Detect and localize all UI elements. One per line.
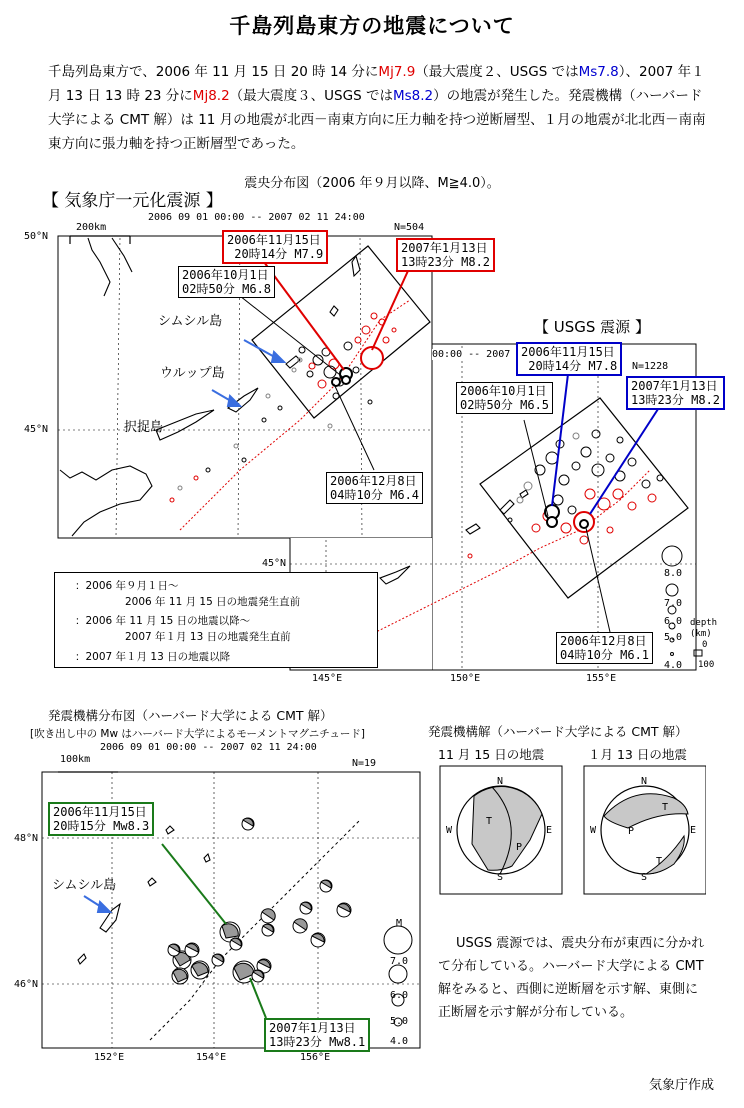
- legend-line-4: 2007 年１月 13 日の地震発生直前: [125, 631, 291, 643]
- mechanism-svg: [438, 764, 706, 896]
- mech1-p: P: [516, 842, 523, 853]
- cmt-lon-152: 152°E: [94, 1052, 125, 1063]
- mech2-t2: T: [656, 856, 663, 867]
- mech2-s: S: [641, 872, 648, 883]
- cmt-lat-48: 48°N: [14, 833, 39, 844]
- usgs-mag-7: 7.0: [664, 598, 683, 609]
- cmt-mag-5: 5.0: [390, 1016, 409, 1027]
- cmt-map-subtitle: [吹き出し中の Mw はハーバード大学によるモーメントマグニチュード]: [30, 728, 366, 740]
- jma-period: 2006 09 01 00:00 -- 2007 02 11 24:00: [148, 212, 365, 223]
- usgs-lon-155: 155°E: [586, 673, 617, 684]
- intro-text-3: ）、2007 年１月 13 日 13 時 23 分に: [48, 64, 705, 104]
- legend-line-2: 2006 年 11 月 15 日の地震発生直前: [125, 596, 301, 608]
- usgs-callout-oct1: 2006年10月1日 02時50分 M6.5: [456, 382, 553, 414]
- mech1-s: S: [497, 872, 504, 883]
- usgs-mag-4: 4.0: [664, 660, 683, 671]
- legend-line-5: ：2007 年１月 13 日の地震以降: [75, 651, 231, 663]
- usgs-oct1-event: [547, 517, 557, 527]
- mechanism-eq1-label: 11 月 15 日の地震: [438, 747, 545, 762]
- usgs-mag-8: 8.0: [664, 568, 683, 579]
- jma-map-heading: 【 気象庁一元化震源 】: [42, 191, 223, 211]
- summary-text: USGS 震源では、震央分布が東西に分かれて分布している。ハーバード大学による CMT 解をみると、西側に逆断層を示す解、東側に正断層を示す解が分布している。: [438, 936, 705, 1020]
- mech2-t: T: [662, 802, 669, 813]
- mechanism-title: 発震機構解（ハーバード大学による CMT 解）: [428, 724, 688, 739]
- cmt-mag-7: 7.0: [390, 956, 409, 967]
- jma-lat-45: 45°N: [24, 424, 49, 435]
- cmt-lon-154: 154°E: [196, 1052, 227, 1063]
- cmt-map-title: 発震機構分布図（ハーバード大学による CMT 解）: [48, 708, 333, 723]
- legend-line-3: ：2006 年 11 月 15 日の地震以降～: [75, 615, 251, 627]
- mech1-n: N: [497, 776, 504, 787]
- cmt-lon-156: 156°E: [300, 1052, 331, 1063]
- cmt-mag-6: 6.0: [390, 990, 409, 1001]
- cmt-label-simushir: シムシル島: [52, 878, 117, 893]
- intro-mj1: Mj7.9: [378, 64, 416, 80]
- jma-callout-oct1: 2006年10月1日 02時50分 M6.8: [178, 266, 275, 298]
- mech1-e: E: [546, 825, 553, 836]
- intro-ms2: Ms8.2: [392, 88, 434, 104]
- mech2-e: E: [690, 825, 697, 836]
- intro-mj2: Mj8.2: [192, 88, 230, 104]
- cmt-scale-label: 100km: [60, 754, 91, 765]
- page-title: 千島列島東方の地震について: [229, 14, 515, 38]
- mech1-t: T: [486, 816, 493, 827]
- usgs-lat-45: 45°N: [262, 558, 287, 569]
- jma-callout-dec8: 2006年12月8日 04時10分 M6.4: [326, 472, 423, 504]
- author-credit: 気象庁作成: [648, 1078, 714, 1093]
- epicenter-legend: [54, 572, 378, 668]
- cmt-lat-46: 46°N: [14, 979, 39, 990]
- jma-label-urup: ウルップ島: [160, 366, 225, 381]
- usgs-n-label: N=1228: [632, 361, 669, 372]
- intro-text-2: （最大震度２、USGS では: [415, 64, 579, 80]
- usgs-depth-title: depth (km): [690, 618, 718, 639]
- usgs-lon-150: 150°E: [450, 673, 481, 684]
- jma-label-etorofu: 択捉島: [124, 420, 164, 435]
- epicenter-caption: 震央分布図（2006 年９月以降、M≧4.0）。: [244, 176, 500, 191]
- usgs-callout-jan13: 2007年1月13日 13時23分 M8.2: [626, 376, 725, 410]
- mech2-p: P: [628, 826, 635, 837]
- usgs-callout-nov15: 2006年11月15日 20時14分 M7.8: [516, 342, 622, 376]
- cmt-mag-4: 4.0: [390, 1036, 409, 1047]
- jma-callout-jan13: 2007年1月13日 13時23分 M8.2: [396, 238, 495, 272]
- intro-text-5: ）の地震が発生した。発震機構（ハーバード大学による CMT 解）は 11 月の地震が北西－南東方向に圧力軸を持つ逆断層型、１月の地震が北北西－南南東方向に張力軸を持つ正断層型であった。: [48, 88, 706, 152]
- legend-line-1: ：2006 年９月１日～: [75, 580, 179, 592]
- usgs-mag-6: 6.0: [664, 616, 683, 627]
- usgs-dec8-event: [580, 520, 588, 528]
- jma-mainshock-jan13: [361, 347, 383, 369]
- usgs-callout-dec8: 2006年12月8日 04時10分 M6.1: [556, 632, 653, 664]
- jma-scale-label: 200km: [76, 222, 107, 233]
- intro-ms1: Ms7.8: [578, 64, 619, 80]
- usgs-depth-100: 100: [698, 660, 715, 670]
- cmt-mag-title: M: [396, 918, 403, 929]
- cmt-callout-jan13: 2007年1月13日 13時23分 Mw8.1: [264, 1018, 370, 1052]
- cmt-callout-nov15: 2006年11月15日 20時15分 Mw8.3: [48, 802, 154, 836]
- usgs-period: 00:00 -- 2007: [432, 349, 511, 360]
- jma-callout-nov15: 2006年11月15日 20時14分 M7.9: [222, 230, 328, 264]
- mech2-n: N: [641, 776, 648, 787]
- cmt-n-label: N=19: [352, 758, 377, 769]
- mech2-w: W: [590, 825, 597, 836]
- intro-text-1: 千島列島東方で、2006 年 11 月 15 日 20 時 14 分に: [48, 64, 379, 80]
- usgs-map-heading: 【 USGS 震源 】: [534, 318, 650, 336]
- usgs-depth-0: 0: [702, 640, 708, 650]
- jma-n-label: N=504: [394, 222, 425, 233]
- jma-lat-50: 50°N: [24, 231, 49, 242]
- intro-text-4: （最大震度３、USGS では: [229, 88, 393, 104]
- jma-label-simushir: シムシル島: [158, 314, 223, 329]
- mech1-w: W: [446, 825, 453, 836]
- usgs-mag-5: 5.0: [664, 632, 683, 643]
- mechanism-eq2-label: １月 13 日の地震: [588, 747, 687, 762]
- jma-dec8-event: [332, 378, 340, 386]
- usgs-lon-145: 145°E: [312, 673, 343, 684]
- cmt-period: 2006 09 01 00:00 -- 2007 02 11 24:00: [100, 742, 317, 753]
